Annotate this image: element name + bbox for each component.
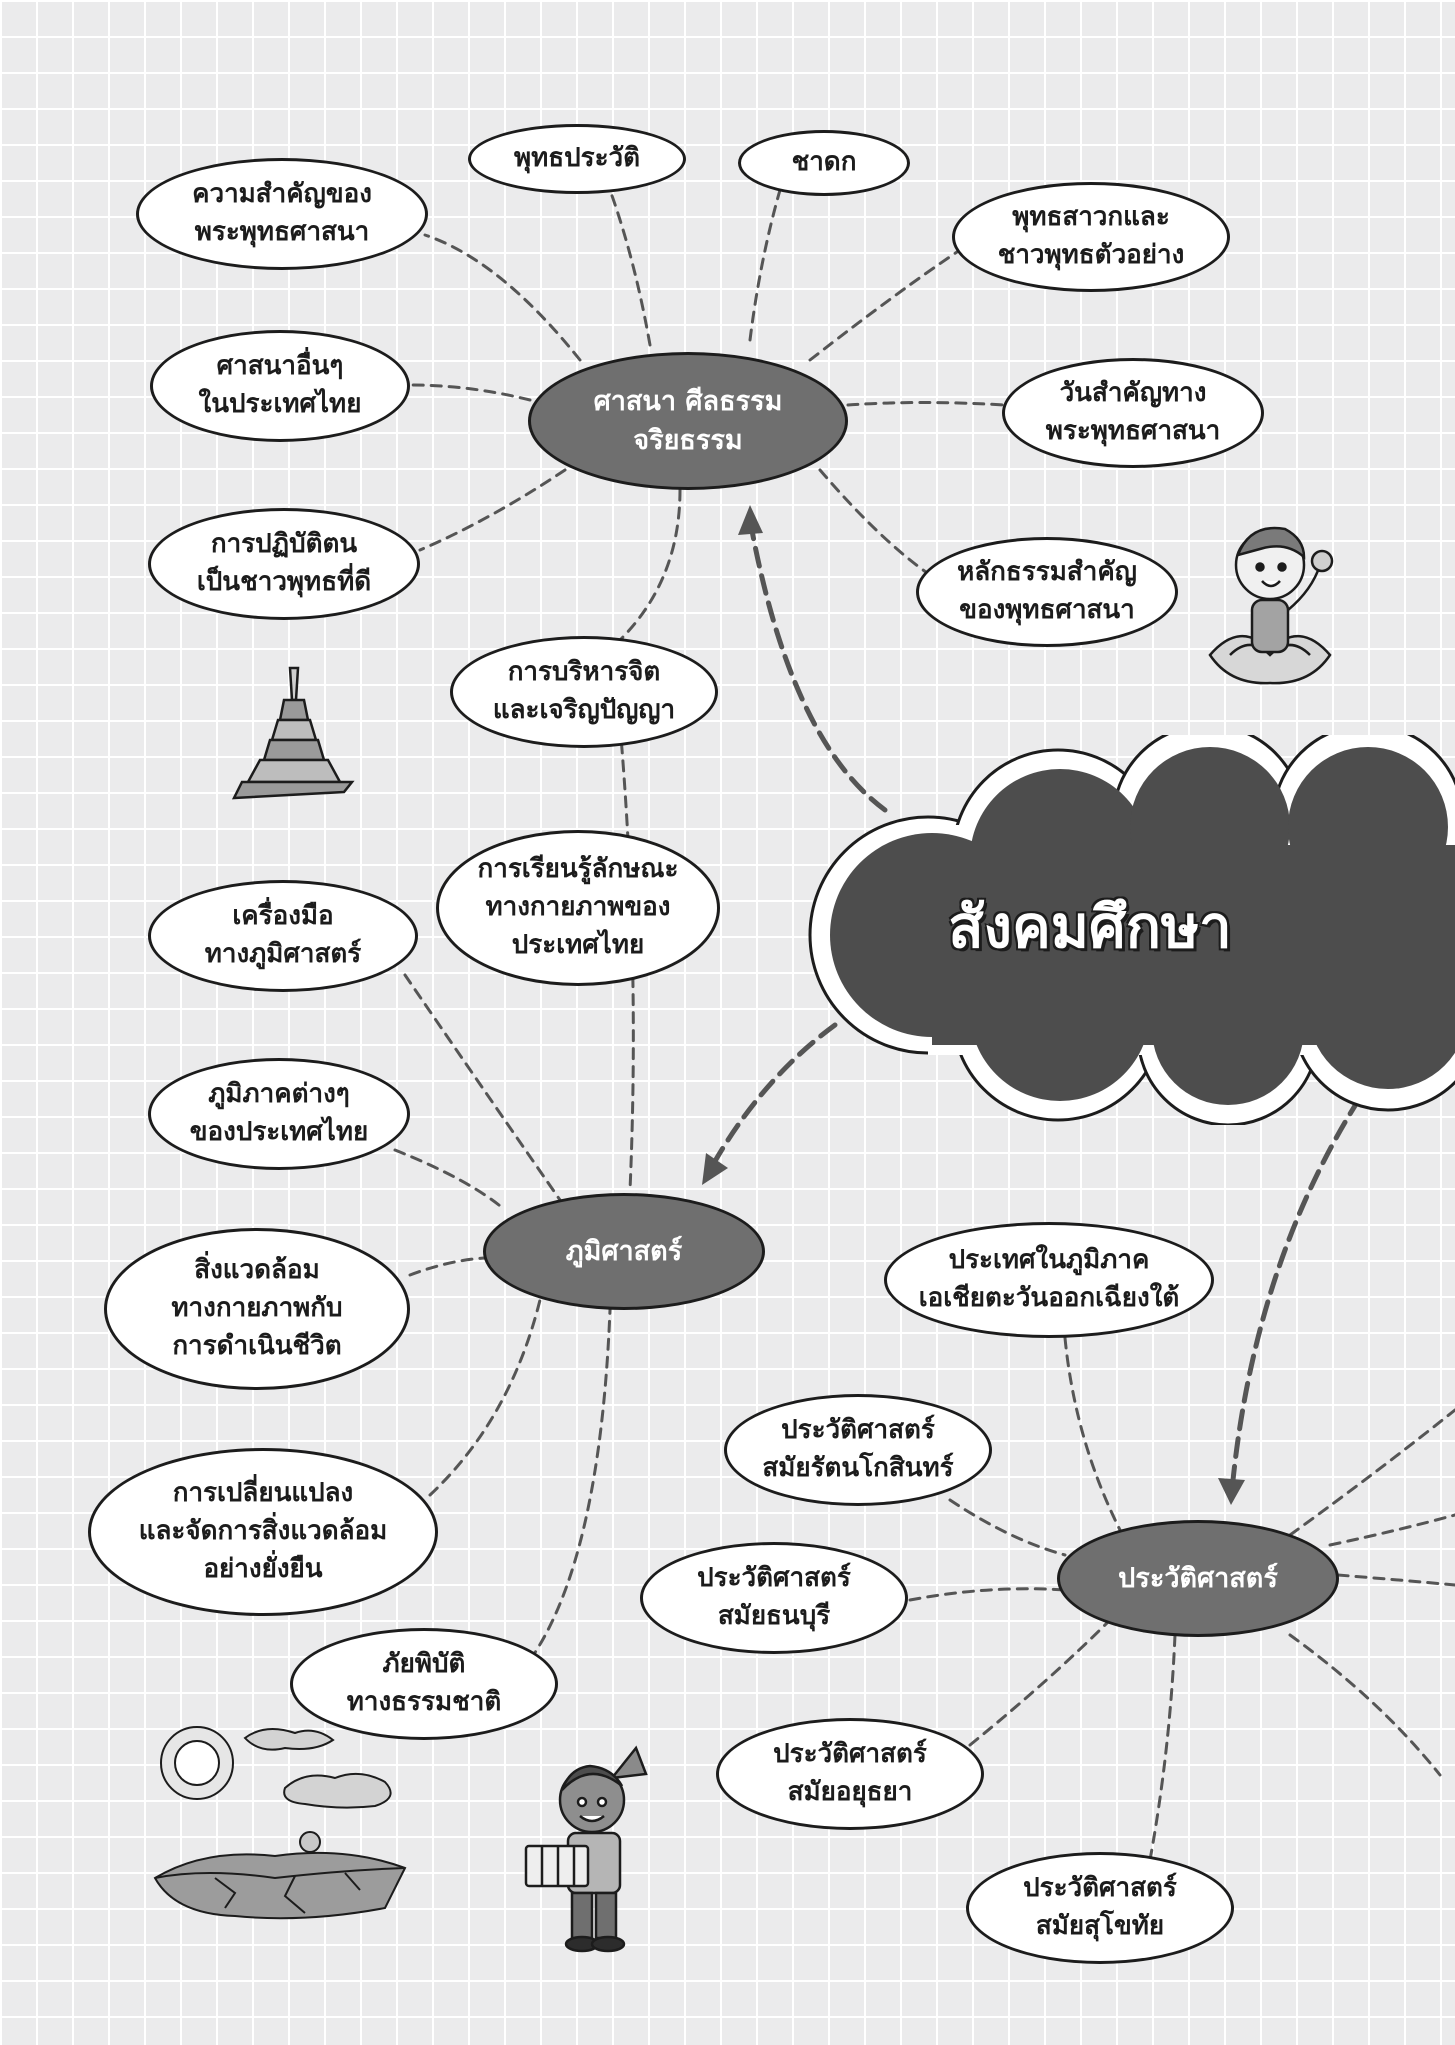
link-importance [425,235,580,360]
topic-sustainable-environment-change[interactable]: การเปลี่ยนแปลง และจัดการสิ่งแวดล้อม อย่างยั่งยืน [88,1448,438,1616]
link-buddha-biography [610,190,650,345]
link-jataka [750,190,780,340]
topic-rattanakosin-history[interactable]: ประวัติศาสตร์ สมัยรัตนโกสินทร์ [724,1394,992,1506]
link-good-buddhist [420,470,565,550]
link-sukhothai [1150,1635,1175,1860]
link-environment-life [410,1258,485,1275]
link-important-days [848,403,1005,406]
earthquake-landscape-illustration [145,1718,420,1930]
link-ayutthaya [970,1620,1110,1745]
topic-good-buddhist-conduct[interactable]: การปฏิบัติตน เป็นชาวพุทธที่ดี [148,508,420,620]
pagoda-illustration [232,660,362,805]
link-offpage-1 [1290,1410,1455,1535]
link-offpage-2 [1330,1515,1455,1545]
link-offpage-4 [1290,1635,1440,1775]
topic-importance-of-buddhism[interactable]: ความสำคัญของ พระพุทธศาสนา [136,158,428,270]
arrowhead-history [1218,1478,1245,1505]
topic-jataka[interactable]: ชาดก [738,130,910,196]
topic-buddha-biography[interactable]: พุทธประวัติ [468,124,686,194]
arrow-to-history [1232,1075,1375,1490]
link-rattanakosin [950,1500,1065,1555]
hub-history[interactable]: ประวัติศาสตร์ [1057,1520,1339,1637]
topic-environment-and-living[interactable]: สิ่งแวดล้อม ทางกายภาพกับ การดำเนินชีวิต [104,1228,410,1390]
link-disciples [810,250,960,360]
link-regions [395,1150,505,1210]
link-meditation [620,490,680,640]
main-topic-title: สังคมศึกษา [948,893,1232,961]
link-disasters [530,1310,610,1660]
topic-important-buddhist-days[interactable]: วันสำคัญทาง พระพุทธศาสนา [1002,358,1264,468]
topic-natural-disasters[interactable]: ภัยพิบัติ ทางธรรมชาติ [290,1628,558,1740]
topic-meditation-and-wisdom[interactable]: การบริหารจิต และเจริญปัญญา [450,636,718,748]
topic-southeast-asian-countries[interactable]: ประเทศในภูมิภาค เอเชียตะวันออกเฉียงใต้ [884,1222,1214,1338]
child-on-lotus-illustration [1200,505,1340,690]
link-offpage-3 [1338,1575,1455,1585]
topic-other-religions[interactable]: ศาสนาอื่นๆ ในประเทศไทย [150,330,410,442]
link-sustainable [430,1300,540,1495]
topic-regions-of-thailand[interactable]: ภูมิภาคต่างๆ ของประเทศไทย [148,1058,410,1170]
topic-sukhothai-history[interactable]: ประวัติศาสตร์ สมัยสุโขทัย [966,1852,1234,1964]
topic-ayutthaya-history[interactable]: ประวัติศาสตร์ สมัยอยุธยา [716,1718,984,1830]
arrowhead-religion [738,505,763,535]
link-dhamma [820,470,930,575]
topic-thonburi-history[interactable]: ประวัติศาสตร์ สมัยธนบุรี [640,1542,908,1654]
topic-geographic-tools[interactable]: เครื่องมือ ทางภูมิศาสตร์ [148,880,418,992]
explorer-kid-illustration [512,1738,662,1960]
link-southeast-asia [1065,1338,1120,1530]
hub-geography[interactable]: ภูมิศาสตร์ [483,1193,765,1310]
link-other-religions [410,385,530,400]
topic-key-dhamma-principles[interactable]: หลักธรรมสำคัญ ของพุทธศาสนา [916,537,1178,647]
hub-religion[interactable]: ศาสนา ศีลธรรม จริยธรรม [528,352,848,490]
link-geo-tools [405,975,560,1200]
topic-physical-features-thailand[interactable]: การเรียนรู้ลักษณะ ทางกายภาพของ ประเทศไทย [436,830,720,986]
topic-disciples-and-model-buddhists[interactable]: พุทธสาวกและ ชาวพุทธตัวอย่าง [952,182,1230,292]
link-thonburi [910,1589,1065,1600]
